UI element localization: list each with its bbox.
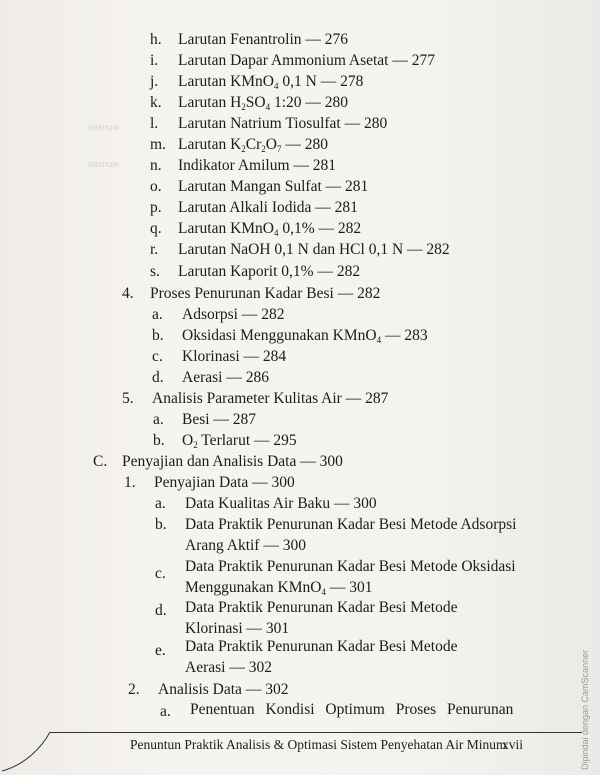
- entry-marker: m.: [150, 136, 166, 153]
- entry-text: Proses Penurunan Kadar Besi — 282: [150, 285, 381, 302]
- entry-text: Larutan $K_2Cr_2O_7$ — 280: [178, 136, 328, 154]
- entry-text: Larutan Fenantrolin — 276: [178, 31, 349, 48]
- entry-text: Larutan Kaporit 0,1% — 282: [178, 263, 361, 280]
- scanner-watermark: Dipindai dengan CamScanner: [580, 649, 590, 770]
- entry-marker: a.: [152, 306, 163, 323]
- entry-text: Larutan KMnO$_4$ 0,1% — 282: [178, 220, 362, 238]
- entry-marker: 5.: [122, 390, 134, 407]
- entry-marker: q.: [150, 220, 162, 237]
- entry-marker: a.: [160, 703, 171, 720]
- entry-text-continuation: Klorinasi — 301: [185, 620, 290, 637]
- page-footer: [130, 737, 524, 753]
- entry-marker: 4.: [122, 285, 134, 302]
- entry-text: Data Praktik Penurunan Kadar Besi Metode: [185, 599, 458, 616]
- footer-title: Penuntun Praktik Analisis & Optimasi Sistem Penyehatan Air Minum: [130, 737, 507, 752]
- entry-marker: h.: [150, 31, 162, 48]
- entry-text: Data Praktik Penurunan Kadar Besi Metode Oksidasi: [185, 558, 516, 575]
- entry-text-continuation: Arang Aktif — 300: [185, 537, 306, 554]
- entry-marker: n.: [150, 157, 162, 174]
- entry-text: Larutan NaOH 0,1 N dan HCl 0,1 N — 282: [178, 241, 450, 258]
- entry-marker: 1.: [124, 474, 136, 491]
- entry-text: Adsorpsi — 282: [182, 306, 285, 323]
- entry-text: Indikator Amilum — 281: [178, 157, 337, 174]
- entry-text: Larutan Dapar Ammonium Asetat — 277: [178, 52, 435, 69]
- bleed-through-text: nasnuw: [88, 159, 120, 169]
- page-number: xvii: [502, 737, 524, 752]
- entry-text: Besi — 287: [182, 411, 257, 428]
- entry-marker: b.: [152, 327, 164, 344]
- entry-marker: l.: [150, 115, 159, 132]
- entry-marker: e.: [155, 642, 166, 659]
- entry-marker: d.: [155, 602, 167, 619]
- entry-text: Data Praktik Penurunan Kadar Besi Metode Adsorpsi: [185, 516, 517, 533]
- entry-text: Penyajian Data — 300: [154, 474, 295, 491]
- entry-marker: i.: [150, 52, 159, 69]
- entry-marker: k.: [150, 94, 162, 111]
- entry-marker: c.: [152, 348, 163, 365]
- entry-text: $O_2$ Terlarut — 295: [182, 432, 297, 450]
- entry-text: Analisis Data — 302: [158, 681, 289, 698]
- entry-marker: 2.: [128, 681, 140, 698]
- entry-text: Larutan Mangan Sulfat — 281: [178, 178, 369, 195]
- bleed-through-text: nasnuw: [88, 122, 120, 132]
- footer-rule: [50, 732, 582, 733]
- entry-text: Penentuan Kondisi Optimum Proses Penurunan: [190, 701, 514, 718]
- entry-text: Analisis Parameter Kulitas Air — 287: [152, 390, 389, 407]
- entry-marker: a.: [153, 411, 164, 428]
- entry-text: Data Kualitas Air Baku — 300: [185, 495, 377, 512]
- entry-text: Larutan Alkali Iodida — 281: [178, 199, 358, 216]
- entry-marker: r.: [150, 241, 159, 258]
- entry-marker: o.: [150, 178, 162, 195]
- entry-text-continuation: Aerasi — 302: [185, 659, 272, 676]
- entry-marker: c.: [155, 565, 166, 582]
- entry-text: Larutan $H_2SO_4$ 1:20 — 280: [178, 94, 349, 112]
- entry-marker: p.: [150, 199, 162, 216]
- entry-marker: a.: [155, 495, 166, 512]
- entry-text: Aerasi — 286: [182, 369, 269, 386]
- entry-text: Larutan KMnO$_4$ 0,1 N — 278: [178, 73, 364, 91]
- entry-marker: C.: [93, 453, 108, 470]
- entry-marker: b.: [153, 432, 165, 449]
- entry-text: Penyajian dan Analisis Data — 300: [122, 453, 343, 470]
- entry-marker: b.: [155, 516, 167, 533]
- entry-text: Oksidasi Menggunakan KMnO$_4$ — 283: [182, 327, 428, 345]
- entry-text: Klorinasi — 284: [182, 348, 287, 365]
- entry-text-continuation: Menggunakan KMnO$_4$ — 301: [185, 579, 373, 597]
- entry-text: Data Praktik Penurunan Kadar Besi Metode: [185, 638, 458, 655]
- entry-marker: d.: [152, 369, 164, 386]
- entry-marker: j.: [150, 73, 159, 90]
- entry-text: Larutan Natrium Tiosulfat — 280: [178, 115, 388, 132]
- entry-marker: s.: [150, 263, 160, 280]
